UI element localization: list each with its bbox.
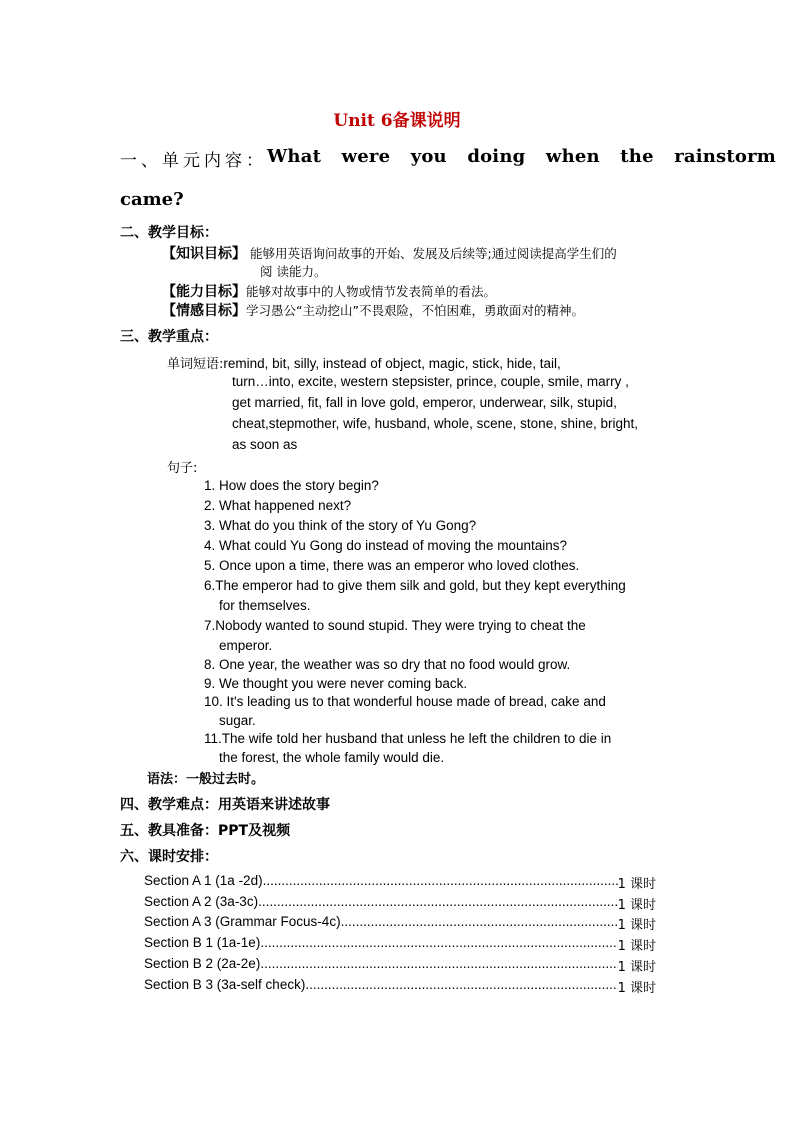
schedule-hours: 1 课时 xyxy=(617,960,656,975)
schedule-row xyxy=(144,935,656,954)
vocab-label: 单词短语: xyxy=(167,357,224,372)
schedule-section: Section B 2 (2a-2e) xyxy=(144,956,261,971)
schedule-section: Section A 1 (1a -2d) xyxy=(144,873,263,888)
sentence-item-cont: emperor. xyxy=(219,638,273,653)
equipment-line: 五、教具准备：PPT及视频 xyxy=(120,823,291,839)
sentence-item-cont: sugar. xyxy=(219,713,256,728)
schedule-hours: 1 课时 xyxy=(617,981,656,996)
schedule-section: Section A 3 (Grammar Focus-4c) xyxy=(144,914,341,929)
schedule-section: Section B 1 (1a-1e) xyxy=(144,935,261,950)
emotion-text: 学习愚公“主动挖山”不畏艰险，不怕困难，勇敢面对的精神。 xyxy=(246,303,584,318)
schedule-hours: 1 课时 xyxy=(617,898,656,913)
schedule-hours: 1 课时 xyxy=(617,877,656,892)
vocab-line: as soon as xyxy=(232,437,298,452)
knowledge-label: 【知识目标】 xyxy=(162,246,246,262)
knowledge-text-cont: 阅 读能力。 xyxy=(260,264,327,279)
schedule-row xyxy=(144,894,656,913)
knowledge-objective xyxy=(162,243,617,263)
unit-content-text: What were you doing when the rainstorm xyxy=(267,146,777,167)
schedule-heading: 六、课时安排： xyxy=(120,849,218,865)
unit-content-label: 一、单元内容： xyxy=(120,151,267,171)
leader-dots xyxy=(260,956,617,975)
schedule-row xyxy=(144,914,656,933)
schedule-section: Section B 3 (3a-self check) xyxy=(144,977,306,992)
vocab-line: get married, fit, fall in love gold, emperor, underwear, silk, stupid, xyxy=(232,395,617,410)
page-title: Unit 6备课说明 xyxy=(333,111,461,131)
sentence-item: 11.The wife told her husband that unless he left the children to die in xyxy=(204,731,612,746)
schedule-section: Section A 2 (3a-3c) xyxy=(144,894,259,909)
ability-objective xyxy=(162,281,496,301)
sentence-item: 8. One year, the weather was so dry that no food would grow. xyxy=(204,657,571,672)
leader-dots xyxy=(263,873,618,892)
ability-label: 【能力目标】 xyxy=(162,284,246,300)
sentence-item: 3. What do you think of the story of Yu Gong? xyxy=(204,518,477,533)
emotion-objective xyxy=(162,300,584,320)
sentence-item: 4. What could Yu Gong do instead of moving the mountains? xyxy=(204,538,567,553)
objectives-heading: 二、教学目标： xyxy=(120,225,218,241)
schedule-row xyxy=(144,977,656,996)
vocab-line: cheat,stepmother, wife, husband, whole, scene, stone, shine, bright, xyxy=(232,416,638,431)
schedule-hours: 1 课时 xyxy=(617,918,656,933)
emotion-label: 【情感目标】 xyxy=(162,303,246,319)
sentence-item: 2. What happened next? xyxy=(204,498,352,513)
leader-dots xyxy=(260,935,617,954)
schedule-hours: 1 课时 xyxy=(617,939,656,954)
sentence-item: 5. Once upon a time, there was an emperor who loved clothes. xyxy=(204,558,580,573)
vocab-block xyxy=(167,353,561,372)
sentence-item: 1. How does the story begin? xyxy=(204,478,379,493)
difficulty-line: 四、教学难点：用英语来讲述故事 xyxy=(120,797,330,813)
grammar-line: 语法：一般过去时。 xyxy=(147,772,265,787)
leader-dots xyxy=(258,894,618,913)
schedule-row xyxy=(144,956,656,975)
leader-dots xyxy=(341,914,618,933)
sentence-item: 9. We thought you were never coming back. xyxy=(204,676,468,691)
knowledge-text: 能够用英语询问故事的开始、发展及后续等;通过阅读提高学生们的 xyxy=(249,246,617,261)
leader-dots xyxy=(305,977,617,996)
schedule-row xyxy=(144,873,656,892)
ability-text: 能够对故事中的人物或情节发表简单的看法。 xyxy=(246,284,497,299)
unit-content-line2: came? xyxy=(120,189,184,210)
vocab-line: turn…into, excite, western stepsister, prince, couple, smile, marry , xyxy=(232,374,629,389)
key-points-heading: 三、教学重点： xyxy=(120,329,218,345)
unit-content-line1 xyxy=(120,146,777,171)
sentence-item-cont: for themselves. xyxy=(219,598,311,613)
sentence-item: 6.The emperor had to give them silk and gold, but they kept everything xyxy=(204,578,626,593)
sentence-item: 7.Nobody wanted to sound stupid. They were trying to cheat the xyxy=(204,618,586,633)
sentence-item: 10. It's leading us to that wonderful house made of bread, cake and xyxy=(204,694,606,709)
sentences-label: 句子: xyxy=(167,461,198,476)
sentence-item-cont: the forest, the whole family would die. xyxy=(219,750,445,765)
vocab-line: remind, bit, silly, instead of object, magic, stick, hide, tail, xyxy=(223,356,561,371)
